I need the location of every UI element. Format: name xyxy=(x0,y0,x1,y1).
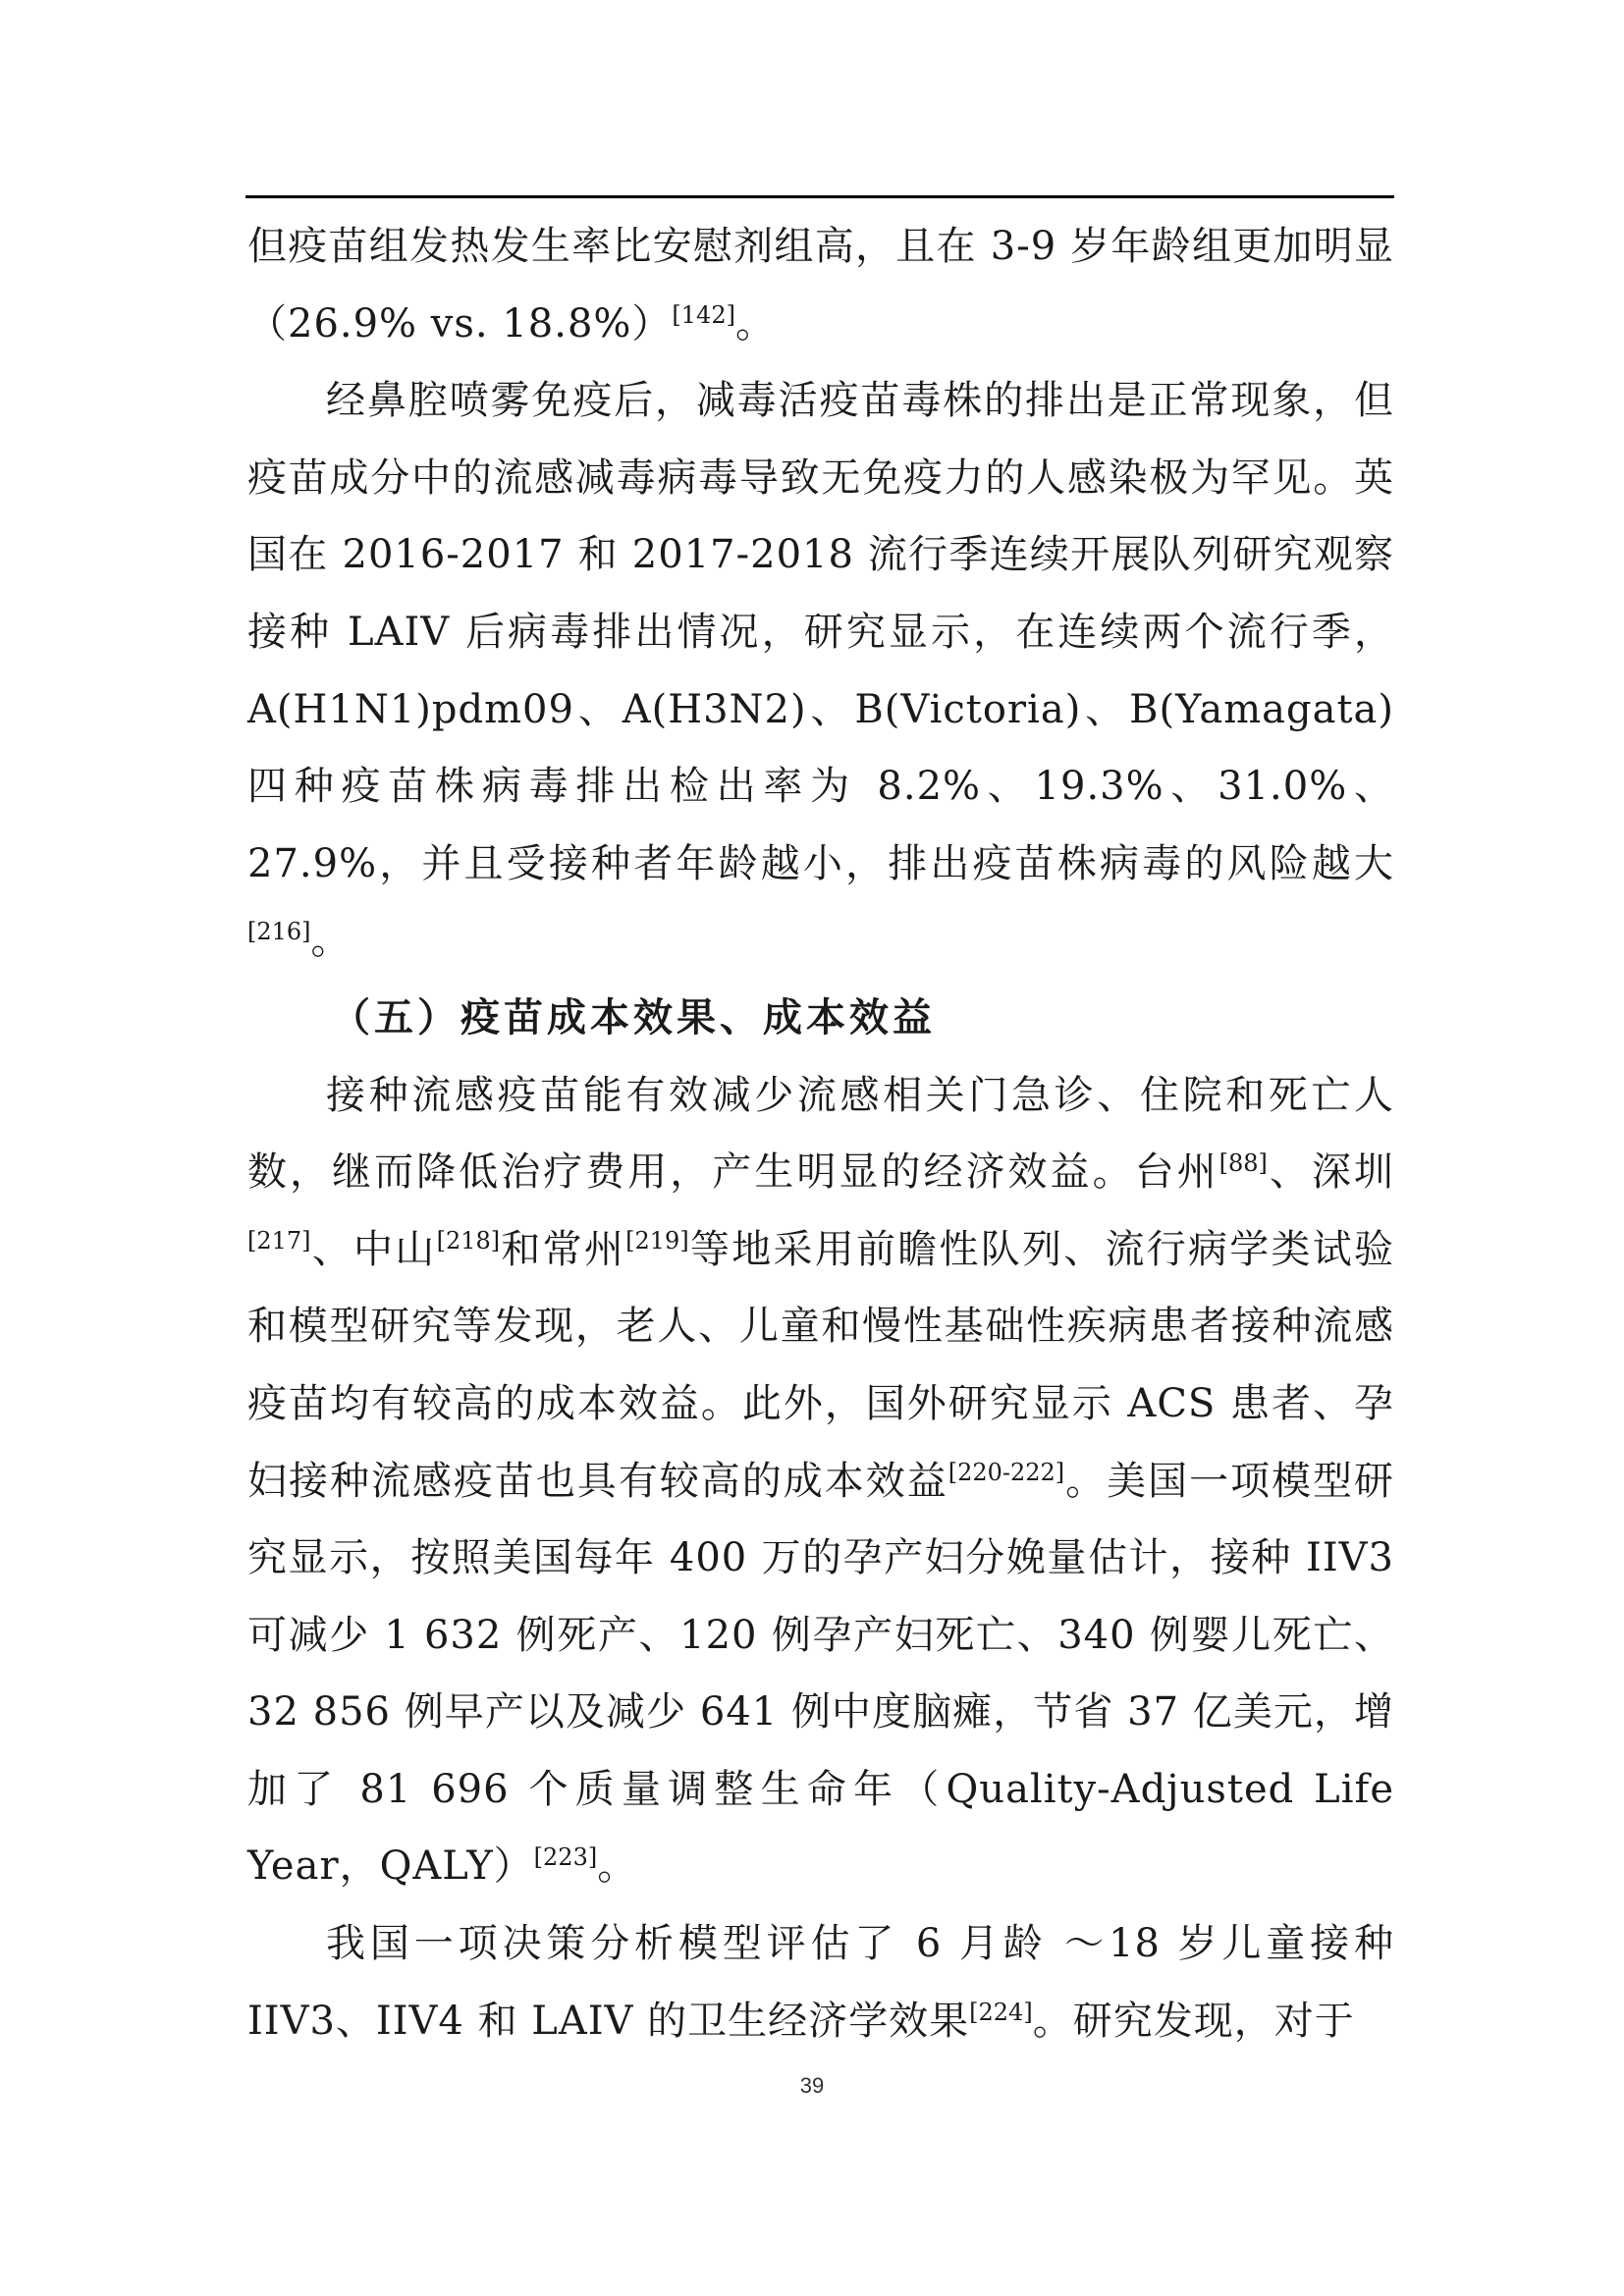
citation-ref: [218] xyxy=(436,1226,501,1255)
citation-ref: [223] xyxy=(533,1843,598,1872)
text-run: 、中山 xyxy=(310,1226,437,1272)
text-run: 等地采用前瞻性队列、流行病学类试验和模型研究等发现，老人、儿童和慢性基础性疾病患者接种流感疫苗均有较高的成本效益。此外，国外研究显示 ACS 患者、孕妇接种流感疫苗也具有较高的成本效益 xyxy=(247,1226,1395,1504)
section-heading xyxy=(247,980,1394,1057)
citation-ref: [88] xyxy=(1218,1149,1268,1178)
text-run: 经鼻腔喷雾免疫后，减毒活疫苗毒株的排出是正常现象，但疫苗成分中的流感减毒病毒导致无免疫力的人感染极为罕见。英国在 2016-2017 和 2017-2018 流行季连续开展队列研究观察接种 LAIV 后病毒排出情况，研究显示，在连续两个流行季，A(H1N1)pdm09、A(H3N2)、B(Victoria)、B(Yamagata) 四种疫苗株病毒排出检出率为 8.2%、19.3%、31.0%、27.9%，并且受接种者年龄越小，排出疫苗株病毒的风险越大 xyxy=(247,378,1394,886)
text-run: 。研究发现，对于 xyxy=(1032,1998,1355,2044)
text-run: 我国一项决策分析模型评估了 6 月龄 ～18 岁儿童接种 IIV3、IIV4 和 LAIV 的卫生经济学效果 xyxy=(247,1921,1394,2044)
citation-ref: [142] xyxy=(672,300,735,329)
heading-text: （五）疫苗成本效果、成本效益 xyxy=(331,993,936,1041)
text-run: 、深圳 xyxy=(1267,1149,1395,1196)
paragraph-china-model xyxy=(247,1905,1394,2059)
text-run: 。美国一项模型研究显示，按照美国每年 400 万的孕产妇分娩量估计，接种 IIV3 可减少 1 632 例死产、120 例孕产妇死亡、340 例婴儿死亡、32 856 例早产以及减少 641 例中度脑瘫，节省 37 亿美元，增加了 81 696 个质量调整生命年（Quality-Adjusted Life Year，QALY） xyxy=(247,1458,1395,1890)
header-rule xyxy=(245,195,1394,198)
citation-ref: [219] xyxy=(625,1226,689,1255)
body-text xyxy=(247,208,1394,2059)
text-run: 。 xyxy=(734,300,776,347)
citation-ref: [224] xyxy=(969,1998,1033,2026)
text-run: 但疫苗组发热发生率比安慰剂组高，且在 3-9 岁年龄组更加明显（26.9% vs. 18.8%） xyxy=(247,224,1394,347)
citation-ref: [220-222] xyxy=(947,1458,1065,1486)
text-run: 。 xyxy=(597,1843,638,1890)
citation-ref: [217] xyxy=(247,1226,311,1255)
page-number: 39 xyxy=(799,2073,825,2098)
paragraph-virus-shedding xyxy=(247,362,1394,980)
text-run: 。 xyxy=(310,918,352,964)
paragraph-continuation xyxy=(247,208,1394,362)
citation-ref: [216] xyxy=(247,918,311,946)
text-run: 和常州 xyxy=(500,1226,626,1272)
paragraph-cost-effectiveness xyxy=(247,1057,1394,1906)
text-run: 接种流感疫苗能有效减少流感相关门急诊、住院和死亡人数，继而降低治疗费用，产生明显的经济效益。台州 xyxy=(247,1072,1394,1196)
